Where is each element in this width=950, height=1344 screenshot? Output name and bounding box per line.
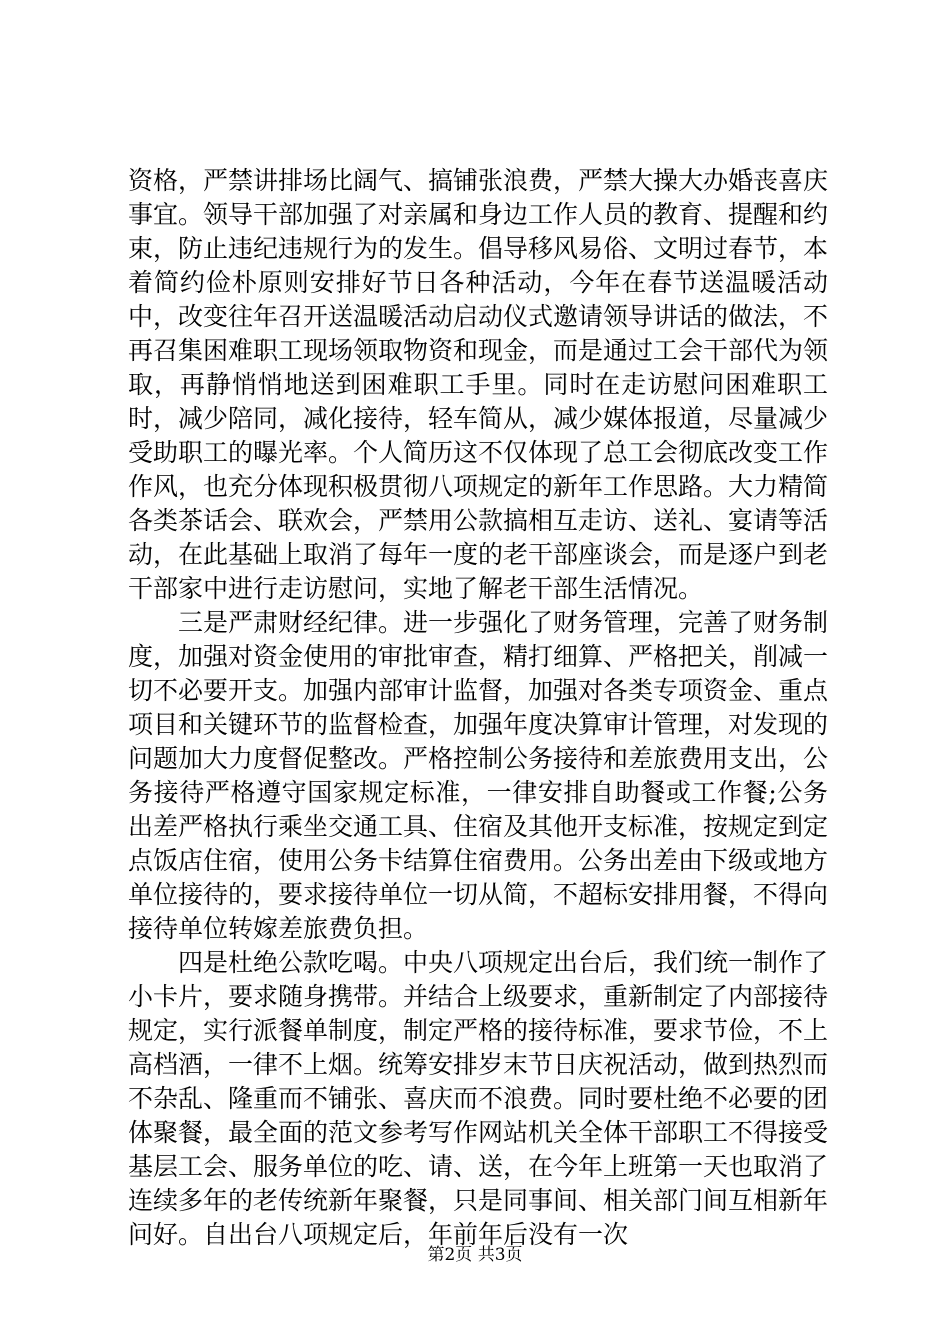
paragraph-2: 三是严肃财经纪律。进一步强化了财务管理，完善了财务制度，加强对资金使用的审批审查，精打细算、严格把关，削减一切不必要开支。加强内部审计监督，加强对各类专项资金、重点项目和关键环节的监督检查，加强年度决算审计管理，对发现的问题加大力度督促整改。严格控制公务接待和差旅费用支出，公务接待严格遵守国家规定标准，一律安排自助餐或工作餐;公务出差严格执行乘坐交通工具、住宿及其他开支标准，按规定到定点饭店住宿，使用公务卡结算住宿费用。公务出差由下级或地方单位接待的，要求接待单位一切从简，不超标安排用餐，不得向接待单位转嫁差旅费负担。 [128,608,829,943]
document-body [128,164,828,1252]
paragraph-1: 资格，严禁讲排场比阔气、搞铺张浪费，严禁大操大办婚丧喜庆事宜。领导干部加强了对亲属和身边工作人员的教育、提醒和约束，防止违纪违规行为的发生。倡导移风易俗、文明过春节，本着简约俭朴原则安排好节日各种活动，今年在春节送温暖活动中，改变往年召开送温暖活动启动仪式邀请领导讲话的做法，不再召集困难职工现场领取物资和现金，而是通过工会干部代为领取，再静悄悄地送到困难职工手里。同时在走访慰问困难职工时，减少陪同，减化接待，轻车简从，减少媒体报道，尽量减少受助职工的曝光率。个人简历这不仅体现了总工会彻底改变工作作风，也充分体现积极贯彻八项规定的新年工作思路。大力精简各类茶话会、联欢会，严禁用公款搞相互走访、送礼、宴请等活动，在此基础上取消了每年一度的老干部座谈会，而是逐户到老干部家中进行走访慰问，实地了解老干部生活情况。 [128,166,829,603]
page-footer: 第2页 共3页 [427,1245,523,1265]
paragraph-3: 四是杜绝公款吃喝。中央八项规定出台后，我们统一制作了小卡片，要求随身携带。并结合上级要求，重新制定了内部接待规定，实行派餐单制度，制定严格的接待标准，要求节俭，不上高档酒，一律不上烟。统筹安排岁末节日庆祝活动，做到热烈而不杂乱、隆重而不铺张、喜庆而不浪费。同时要杜绝不必要的团体聚餐，最全面的范文参考写作网站机关全体干部职工不得接受基层工会、服务单位的吃、请、送，在今年上班第一天也取消了连续多年的老传统新年聚餐，只是同事间、相关部门间互相新年问好。自出台八项规定后，年前年后没有一次 [128,948,829,1249]
